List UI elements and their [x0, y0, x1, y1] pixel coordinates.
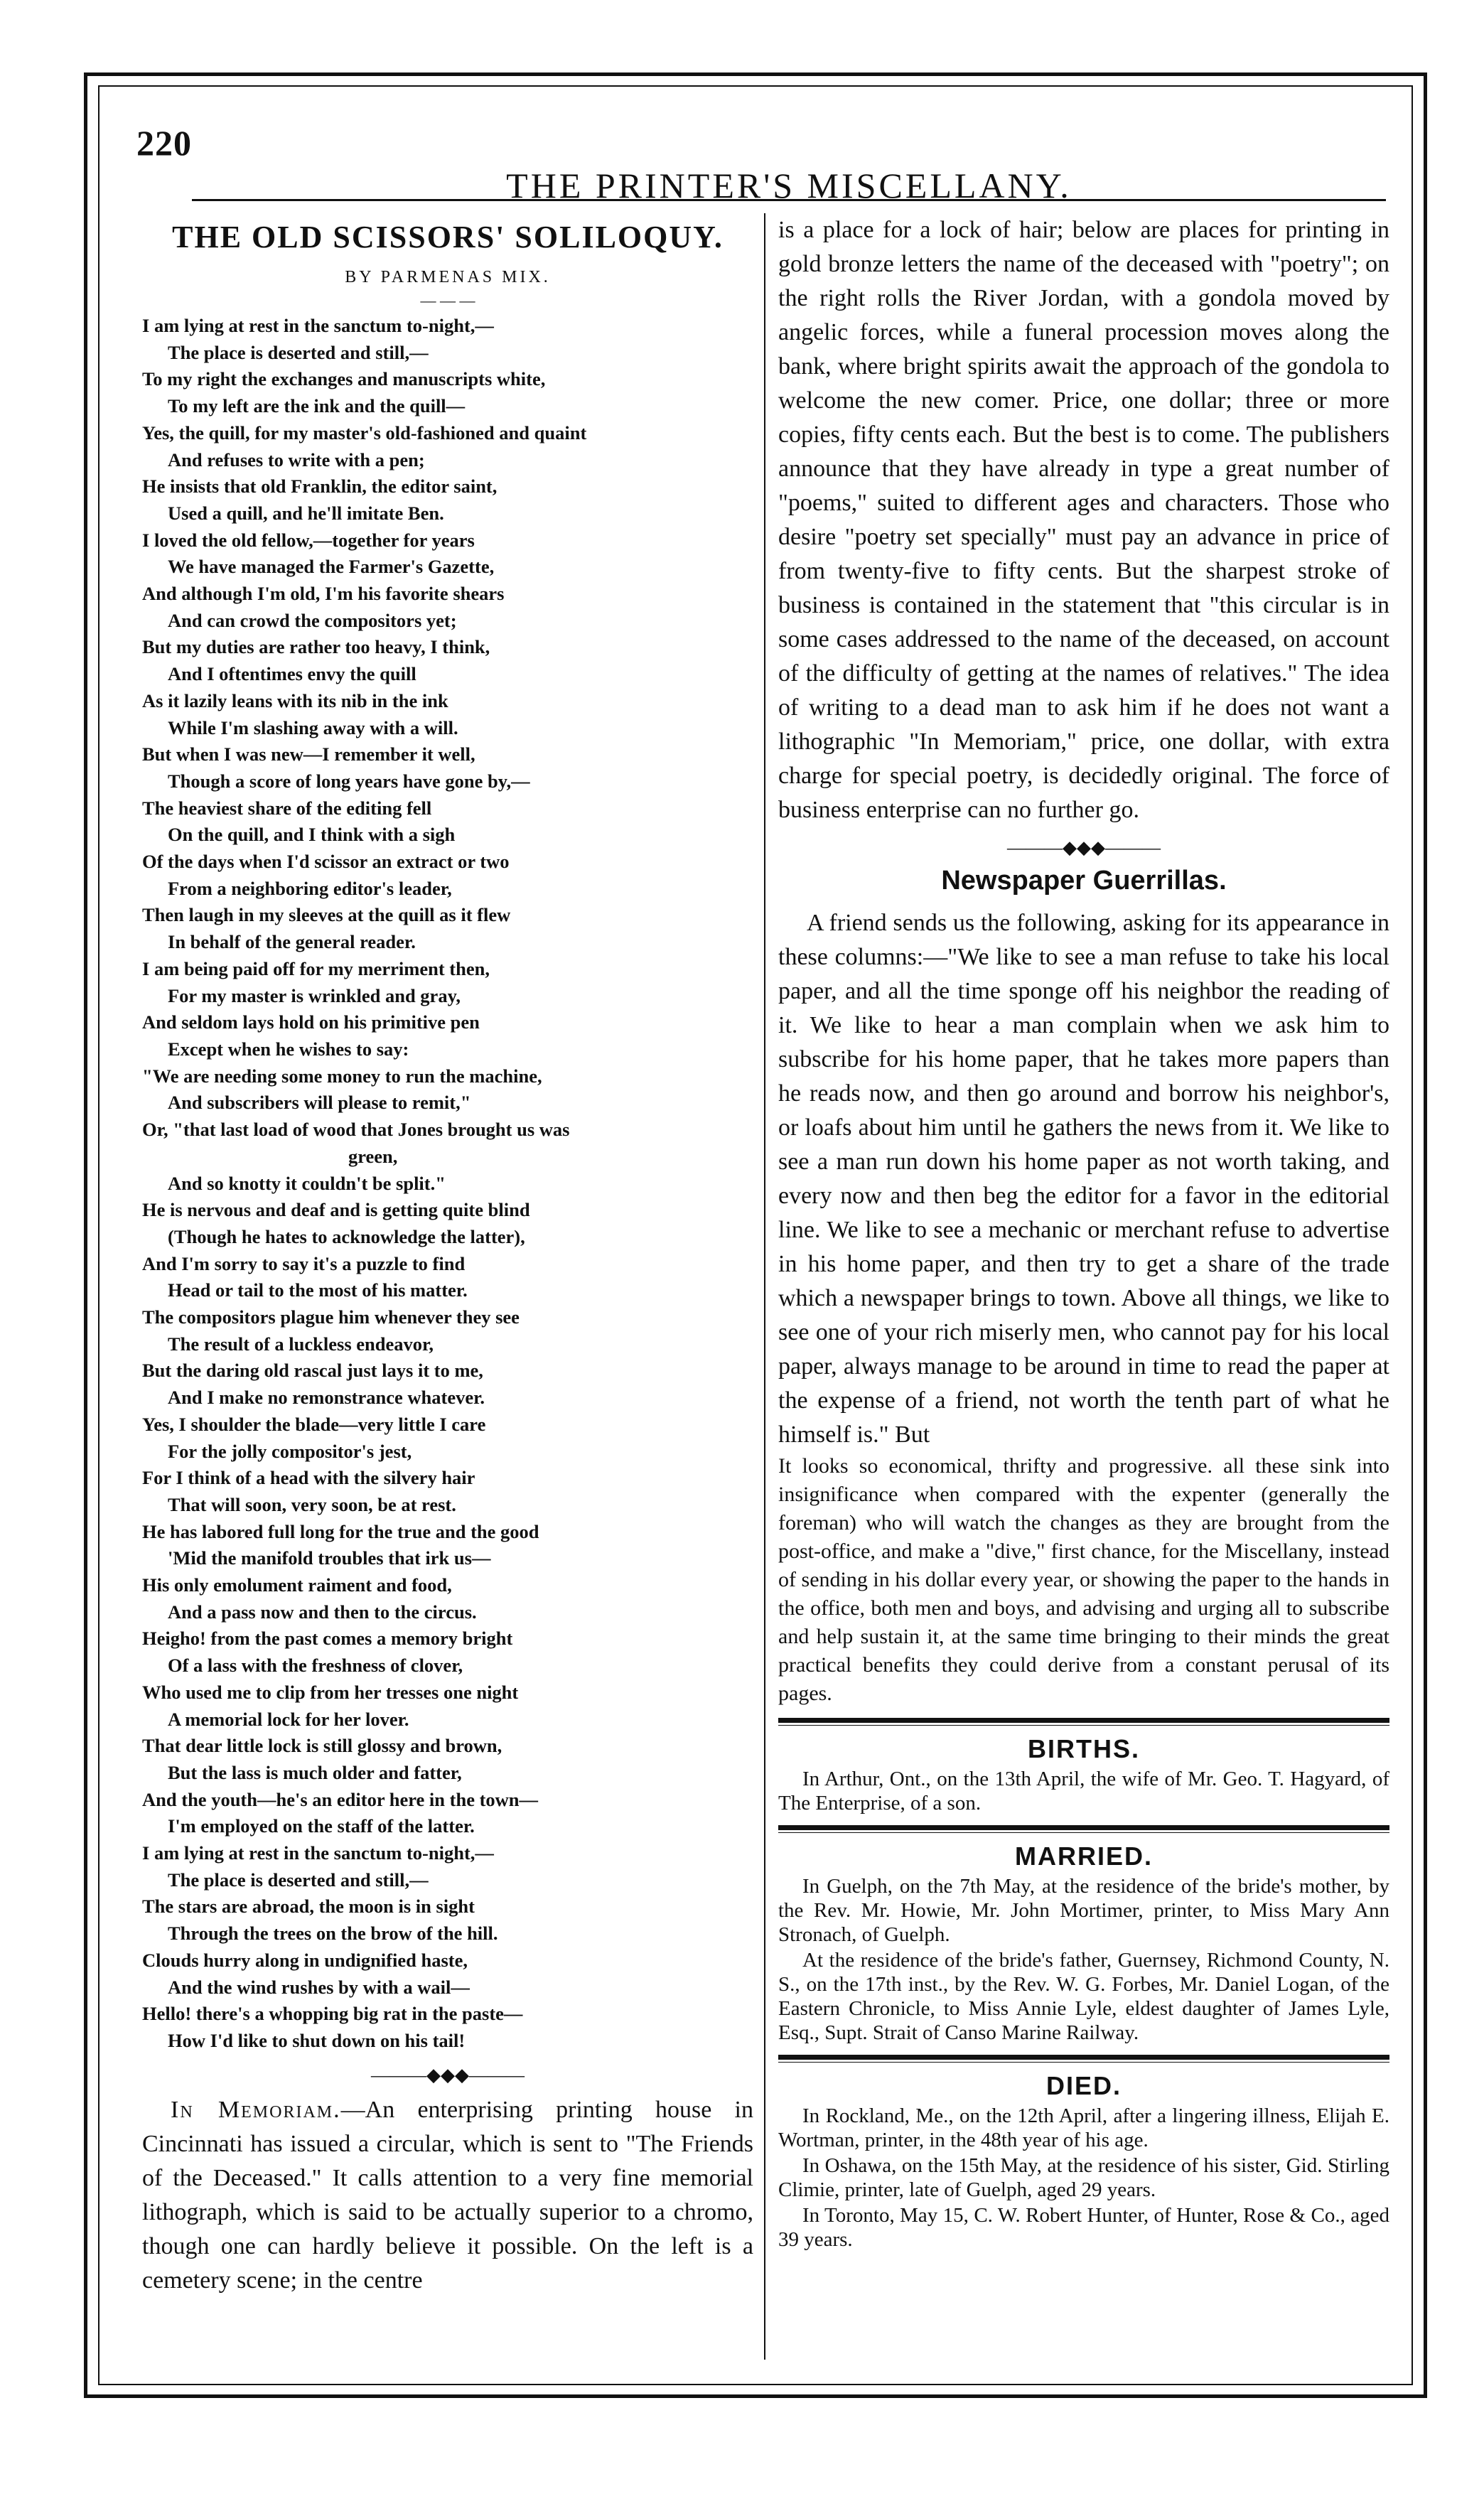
poem-line: In behalf of the general reader.	[168, 931, 416, 953]
poem-line: I am being paid off for my merriment then,	[142, 957, 490, 979]
poem-line: (Though he hates to acknowledge the latter),	[168, 1225, 525, 1247]
poem-line: Through the trees on the brow of the hill.	[168, 1923, 498, 1945]
guerrillas-paragraph-2: It looks so economical, thrifty and progressive. all these sink into insignificance when compared with the expenter (generally the foreman) who will watch the changes as they are brought from the post-office, and make a "dive," first chance, for the Miscellany, instead of sending in his dollar every year, or showing the paper to the hands in the office, both men and boys, and advising and urging all to subscribe and help sustain it, at the same time bringing to their minds the great practical benefits they could derive from a constant perusal of its pages.	[778, 1454, 1389, 1705]
death-notice-1: In Rockland, Me., on the 12th April, after a lingering illness, Elijah E. Wortman, printer, in the 48th year of his age.	[778, 2104, 1389, 2151]
memoriam-end-ornament: ———◆◆◆———	[1007, 837, 1161, 858]
poem-line: As it lazily leans with its nib in the ink	[142, 689, 448, 711]
poem-line: To my left are the ink and the quill—	[168, 395, 466, 417]
poem-line: To my right the exchanges and manuscripts white,	[142, 368, 546, 390]
poem-line: While I'm slashing away with a will.	[168, 716, 458, 738]
poem-line: And can crowd the compositors yet;	[168, 609, 457, 631]
memoriam-text-right: is a place for a lock of hair; below are places for printing in gold bronze letters the name of the deceased with "poetry"; on the right rolls the River Jordan, with a gondola moved by angelic forces, while a funeral procession moves along the bank, where bright spirits await the approach of the gondola to welcome the new comer. Price, one dollar; three or more copies, fifty cents each. But the best is to come. The publishers announce that they have already in type a great number of "poems," suited to different ages and characters. Those who desire "poetry set specially" must pay an advance in price of from twenty-five to fifty cents. But the sharpest stroke of business is contained in the statement that "this circular is in some cases addressed to the name of the deceased, on account of the difficulty of getting at the names of relatives." The idea of writing to a dead man to ask him if he does not want a lithographic "In Memoriam," price, one dollar, with extra charge for special poetry, is decidedly original. The force of business enterprise can no further go.	[778, 217, 1389, 823]
guerrillas-paragraph-1: A friend sends us the following, asking for its appearance in these columns:—"We like to see a man refuse to take his local paper, and all the time sponge off his neighbor the reading of it. We like to hear a man complain when we ask him to subscribe for his home paper, that he takes more papers than he reads now, and then go around and borrow his neighbor's, or loafs about him until he gathers the news from it. We like to see a man run down his home paper as not worth taking, and every now and then beg the editor for a favor in the editorial line. We like to see a mechanic or merchant refuse to advertise in his home paper, and then try to get a share of the trade which a newspaper brings to town. Above all things, we like to see one of your rich miserly men, who cannot pay for his local paper, always manage to be around in time to read the paper at the expense of a friend, not worth the tenth part of what he himself is." But	[778, 910, 1389, 1448]
poem-line: For my master is wrinkled and gray,	[168, 984, 461, 1006]
death-notice-3: In Toronto, May 15, C. W. Robert Hunter, of Hunter, Rose & Co., aged 39 years.	[778, 2204, 1389, 2251]
marriage-notice-2: At the residence of the bride's father, Guernsey, Richmond County, N. S., on the 17th inst., by the Rev. W. G. Forbes, Mr. Daniel Logan, of the Eastern Chronicle, to Miss Annie Lyle, eldest daughter of James Lyle, Esq., Supt. Strait of Canso Marine Railway.	[778, 1949, 1389, 2044]
births-rule	[778, 1718, 1389, 1726]
poem-line: The place is deserted and still,—	[168, 341, 429, 363]
memoriam-paragraph	[142, 2093, 753, 2298]
birth-notice: In Arthur, Ont., on the 13th April, the wife of Mr. Geo. T. Hagyard, of The Enterprise, of a son.	[778, 1768, 1389, 1815]
poem-line: I'm employed on the staff of the latter.	[168, 1815, 475, 1837]
poem-line: He is nervous and deaf and is getting quite blind	[142, 1199, 530, 1221]
left-column	[142, 213, 753, 2360]
poem-line: And subscribers will please to remit,"	[168, 1092, 471, 1114]
poem-line: And although I'm old, I'm his favorite shears	[142, 583, 505, 605]
poem-line: And a pass now and then to the circus.	[168, 1601, 477, 1623]
header-rule	[192, 199, 1386, 201]
poem-line: We have managed the Farmer's Gazette,	[168, 556, 495, 578]
births-title: BIRTHS.	[1028, 1734, 1140, 1763]
married-title: MARRIED.	[1015, 1842, 1153, 1871]
poem-line: Head or tail to the most of his matter.	[168, 1279, 468, 1301]
poem-line: On the quill, and I think with a sigh	[168, 824, 456, 846]
poem-line: He has labored full long for the true and the good	[142, 1520, 539, 1542]
poem-line: Then laugh in my sleeves at the quill as it flew	[142, 904, 511, 926]
poem-line: green,	[348, 1145, 398, 1167]
poem-line: Except when he wishes to say:	[168, 1038, 409, 1060]
poem-line: I loved the old fellow,—together for years	[142, 529, 475, 551]
memoriam-text-left: —An enterprising printing house in Cincinnati has issued a circular, which is sent to "The Friends of the Deceased." It calls attention to a very fine memorial lithograph, which is said to be actually superior to a chromo, though one can hardly believe it possible. On the left is a cemetery scene; in the centre	[142, 2096, 753, 2294]
poem-line: From a neighboring editor's leader,	[168, 877, 452, 899]
poem-line: Used a quill, and he'll imitate Ben.	[168, 502, 444, 524]
poem-line: Yes, I shoulder the blade—very little I care	[142, 1413, 486, 1435]
poem-line: But the daring old rascal just lays it to me,	[142, 1360, 483, 1382]
poem-body	[142, 313, 753, 2055]
poem-line: I am lying at rest in the sanctum to-night,—	[142, 315, 494, 336]
poem-line: But my duties are rather too heavy, I think,	[142, 636, 490, 658]
died-rule	[778, 2055, 1389, 2063]
poem-line: The result of a luckless endeavor,	[168, 1333, 434, 1355]
poem-line: For the jolly compositor's jest,	[168, 1440, 412, 1462]
poem-line: And I make no remonstrance whatever.	[168, 1387, 485, 1409]
poem-line: Who used me to clip from her tresses one night	[142, 1681, 519, 1703]
poem-line: And seldom lays hold on his primitive pen	[142, 1011, 480, 1033]
poem-line: I am lying at rest in the sanctum to-night,—	[142, 1842, 494, 1864]
poem-line: That dear little lock is still glossy and brown,	[142, 1735, 502, 1757]
page-number: 220	[136, 123, 192, 163]
poem-line: Heigho! from the past comes a memory bright	[142, 1628, 513, 1650]
poem-line: Or, "that last load of wood that Jones brought us was	[142, 1119, 570, 1141]
poem-byline: BY PARMENAS MIX.	[345, 268, 551, 286]
guerrillas-title: Newspaper Guerrillas.	[941, 866, 1227, 896]
poem-line: 'Mid the manifold troubles that irk us—	[168, 1547, 491, 1569]
poem-line: But when I was new—I remember it well,	[142, 743, 475, 765]
poem-line: Hello! there's a whopping big rat in the paste—	[142, 2003, 523, 2025]
poem-line: But the lass is much older and fatter,	[168, 1761, 462, 1783]
running-head: THE PRINTER'S MISCELLANY.	[506, 166, 1072, 205]
poem-line: A memorial lock for her lover.	[168, 1708, 409, 1730]
died-title: DIED.	[1045, 2071, 1122, 2100]
poem-line: Though a score of long years have gone by,—	[168, 770, 530, 792]
marriage-notice-1: In Guelph, on the 7th May, at the residence of the bride's mother, by the Rev. Mr. Howie, Mr. John Mortimer, printer, to Miss Mary Ann Stronach, of Guelph.	[778, 1875, 1389, 1946]
poem-line: The stars are abroad, the moon is in sight	[142, 1896, 475, 1918]
poem-title: THE OLD SCISSORS' SOLILOQUY.	[172, 220, 724, 254]
right-column	[778, 213, 1389, 2367]
byline-dash: — — —	[420, 291, 475, 309]
poem-line: For I think of a head with the silvery hair	[142, 1467, 475, 1489]
poem-line: And the wind rushes by with a wail—	[168, 1976, 470, 1998]
poem-line: And refuses to write with a pen;	[168, 448, 425, 471]
poem-line: And I'm sorry to say it's a puzzle to find	[142, 1252, 466, 1274]
poem-line: That will soon, very soon, be at rest.	[168, 1493, 456, 1515]
poem-line: The heaviest share of the editing fell	[142, 797, 432, 819]
poem-line: His only emolument raiment and food,	[142, 1574, 452, 1596]
poem-line: And so knotty it couldn't be split."	[168, 1172, 446, 1194]
poem-line: "We are needing some money to run the machine,	[142, 1065, 542, 1087]
poem-line: And the youth—he's an editor here in the town—	[142, 1788, 539, 1810]
memoriam-heading: In Memoriam.	[171, 2096, 341, 2123]
poem-end-ornament: ———◆◆◆———	[371, 2064, 525, 2085]
married-rule	[778, 1825, 1389, 1833]
death-notice-2: In Oshawa, on the 15th May, at the residence of his sister, Gid. Stirling Climie, printer, late of Guelph, aged 29 years.	[778, 2154, 1389, 2201]
poem-line: How I'd like to shut down on his tail!	[168, 2030, 466, 2051]
column-divider	[764, 213, 765, 2360]
poem-line: The place is deserted and still,—	[168, 1869, 429, 1891]
poem-line: Yes, the quill, for my master's old-fashioned and quaint	[142, 421, 587, 443]
poem-line: The compositors plague him whenever they see	[142, 1306, 520, 1328]
poem-line: He insists that old Franklin, the editor saint,	[142, 475, 498, 498]
poem-line: Clouds hurry along in undignified haste,	[142, 1949, 468, 1971]
poem-line: And I oftentimes envy the quill	[168, 663, 416, 685]
poem-line: Of a lass with the freshness of clover,	[168, 1655, 463, 1677]
poem-line: Of the days when I'd scissor an extract or two	[142, 851, 510, 873]
